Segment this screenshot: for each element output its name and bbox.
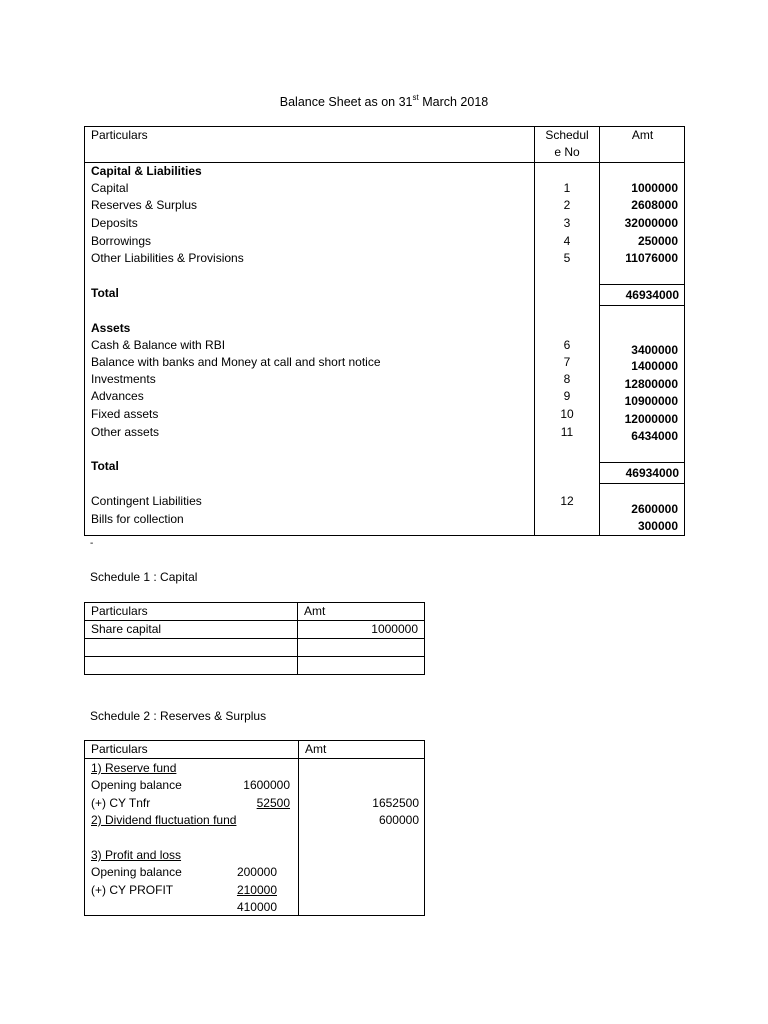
stray-dash: -: [90, 538, 94, 549]
reserve-fund-total: 1652500: [372, 796, 419, 810]
table-row-amount: 3400000: [631, 343, 678, 357]
balance-sheet-table: [84, 126, 685, 536]
bills-amount: 300000: [637, 519, 678, 533]
table-row-schedule: 1: [563, 181, 571, 195]
contingent-schedule: 12: [560, 494, 574, 508]
pl-opening-label: Opening balance: [91, 865, 182, 879]
schedule2-heading: Schedule 2 : Reserves & Surplus: [90, 709, 267, 723]
table-row-label: Capital: [91, 181, 129, 195]
schedule2-header-amount: Amt: [305, 742, 327, 756]
assets-heading: Assets: [91, 321, 131, 335]
schedule1-header-particulars: Particulars: [85, 603, 298, 621]
cy-transfer-value: 52500: [256, 796, 290, 810]
cy-transfer-label: (+) CY Tnfr: [91, 796, 151, 810]
schedule2-table: [84, 740, 425, 916]
schedule1-header-amount: Amt: [298, 603, 425, 621]
table-row-schedule: 2: [563, 198, 571, 212]
table-row-schedule: 9: [563, 389, 571, 403]
header-amount: Amt: [631, 128, 654, 142]
empty-cell: [85, 657, 298, 675]
page-title: Balance Sheet as on 31st March 2018: [279, 93, 489, 110]
table-row-label: Balance with banks and Money at call and short notice: [91, 355, 381, 369]
schedule1-heading: Schedule 1 : Capital: [90, 570, 198, 584]
contingent-liabilities-label: Contingent Liabilities: [91, 494, 202, 508]
table-row-label: Reserves & Surplus: [91, 198, 198, 212]
empty-cell: [298, 657, 425, 675]
profit-loss-label: 3) Profit and loss: [91, 848, 182, 862]
table-row-amount: 1400000: [631, 359, 678, 373]
table-row-label: Advances: [91, 389, 144, 403]
opening-balance-value: 1600000: [243, 778, 290, 792]
table-row-schedule: 6: [563, 338, 571, 352]
table-row: [85, 657, 425, 675]
bills-for-collection-label: Bills for collection: [91, 512, 184, 526]
table-row-amount: 12000000: [624, 412, 678, 426]
contingent-amount: 2600000: [631, 502, 678, 516]
table-row-schedule: 7: [563, 355, 571, 369]
liabilities-total-label: Total: [91, 286, 119, 300]
table-row-amount: 10900000: [624, 394, 678, 408]
table-row-amount: 11076000: [625, 251, 678, 265]
table-row-amount: 250000: [637, 234, 678, 248]
table-row-schedule: 11: [560, 425, 574, 439]
table-row-label: Borrowings: [91, 234, 152, 248]
table-row-schedule: 5: [563, 251, 571, 265]
liabilities-total-box: [599, 284, 685, 306]
pl-total-value: 410000: [236, 900, 277, 914]
table-row-label: Investments: [91, 372, 156, 386]
dividend-fund-value: 600000: [378, 813, 419, 827]
schedule1-row-amount: 1000000: [298, 621, 425, 639]
table-row-schedule: 4: [563, 234, 571, 248]
schedule2-header-divider: [85, 758, 424, 759]
table-row-label: Deposits: [91, 216, 138, 230]
dividend-fund-label: 2) Dividend fluctuation fund: [91, 813, 237, 827]
reserve-fund-label: 1) Reserve fund: [91, 761, 177, 775]
cy-profit-value: 210000: [236, 883, 277, 897]
table-row-label: Other Liabilities & Provisions: [91, 251, 244, 265]
table-row-schedule: 3: [563, 216, 571, 230]
table-row-amount: 1000000: [631, 181, 678, 195]
table-row-schedule: 10: [560, 407, 574, 421]
table-row-amount: 2608000: [631, 198, 678, 212]
liabilities-total-amount: 46934000: [625, 288, 679, 302]
table-row-schedule: 8: [563, 372, 571, 386]
assets-total-box: [599, 462, 685, 484]
table-row-amount: 6434000: [631, 429, 678, 443]
schedule2-header-particulars: Particulars: [91, 742, 148, 756]
empty-cell: [85, 639, 298, 657]
header-schedule-line2: e No: [554, 145, 580, 159]
table-row-label: Cash & Balance with RBI: [91, 338, 226, 352]
schedule1-row-label: Share capital: [85, 621, 298, 639]
liabilities-heading: Capital & Liabilities: [91, 164, 202, 178]
table-row-label: Fixed assets: [91, 407, 159, 421]
opening-balance-label: Opening balance: [91, 778, 182, 792]
header-schedule-line1: Schedul: [545, 128, 589, 142]
title-superscript: st: [412, 93, 419, 102]
assets-total-label: Total: [91, 459, 119, 473]
pl-opening-value: 200000: [236, 865, 277, 879]
table-row: [85, 639, 425, 657]
table-row-amount: 12800000: [624, 377, 678, 391]
table-row: [85, 603, 425, 621]
assets-total-amount: 46934000: [625, 466, 679, 480]
header-particulars: Particulars: [91, 128, 148, 142]
cy-profit-label: (+) CY PROFIT: [91, 883, 174, 897]
schedule1-table: [84, 602, 425, 675]
table-row-amount: 32000000: [624, 216, 678, 230]
empty-cell: [298, 639, 425, 657]
table-row-label: Other assets: [91, 425, 160, 439]
table-row: [85, 621, 425, 639]
